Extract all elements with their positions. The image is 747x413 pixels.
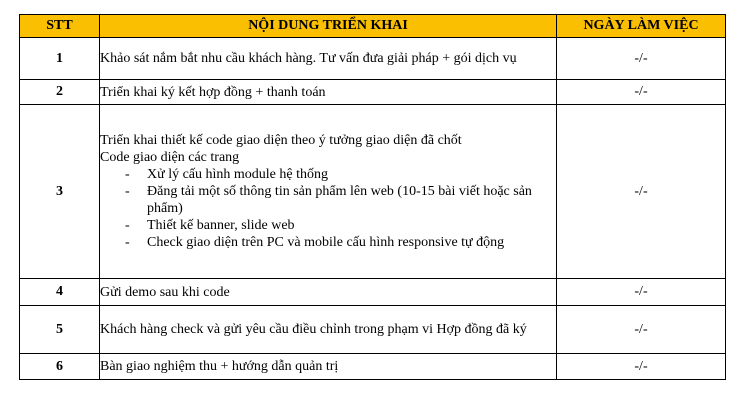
header-content: NỘI DUNG TRIỂN KHAI: [100, 15, 557, 38]
row-date: -/-: [557, 279, 726, 306]
sub-task-item: - Thiết kế banner, slide web: [100, 217, 556, 234]
row-date: -/-: [557, 105, 726, 279]
table-row: [20, 80, 726, 105]
row-content: Khảo sát nắm bắt nhu cầu khách hàng. Tư vấn đưa giải pháp + gói dịch vụ: [100, 38, 557, 80]
content-line: Triển khai thiết kế code giao diện theo ý tưởng giao diện đã chốt: [100, 133, 462, 148]
table-header-row: [20, 15, 726, 38]
row-stt: 5: [20, 306, 100, 354]
table-row: [20, 306, 726, 354]
row-date: -/-: [557, 306, 726, 354]
sub-task-item: - Check giao diện trên PC và mobile cấu hình responsive tự động: [100, 234, 556, 251]
row-stt: 4: [20, 279, 100, 306]
row-stt: 3: [20, 105, 100, 279]
table-row: [20, 279, 726, 306]
deployment-plan-table: [19, 14, 726, 380]
content-line: Code giao diện các trang: [100, 150, 240, 165]
row-content: Triển khai ký kết hợp đồng + thanh toán: [100, 80, 557, 105]
sub-task-item: - Xử lý cấu hình module hệ thống: [100, 166, 556, 183]
table-row: [20, 38, 726, 80]
header-stt: STT: [20, 15, 100, 38]
row-content: Khách hàng check và gửi yêu cầu điều chỉnh trong phạm vi Hợp đồng đã ký: [100, 306, 557, 354]
table-row: [20, 105, 726, 279]
row-content: Bàn giao nghiệm thu + hướng dẫn quản trị: [100, 354, 557, 380]
row-content: Gửi demo sau khi code: [100, 279, 557, 306]
row-stt: 2: [20, 80, 100, 105]
row-content: [100, 105, 557, 279]
row-date: -/-: [557, 38, 726, 80]
row-stt: 1: [20, 38, 100, 80]
row-date: -/-: [557, 354, 726, 380]
table-row: [20, 354, 726, 380]
row-date: -/-: [557, 80, 726, 105]
header-date: NGÀY LÀM VIỆC: [557, 15, 726, 38]
row-stt: 6: [20, 354, 100, 380]
sub-task-list: [100, 166, 556, 251]
sub-task-item: - Đăng tải một số thông tin sản phẩm lên web (10-15 bài viết hoặc sản phẩm): [100, 183, 556, 217]
